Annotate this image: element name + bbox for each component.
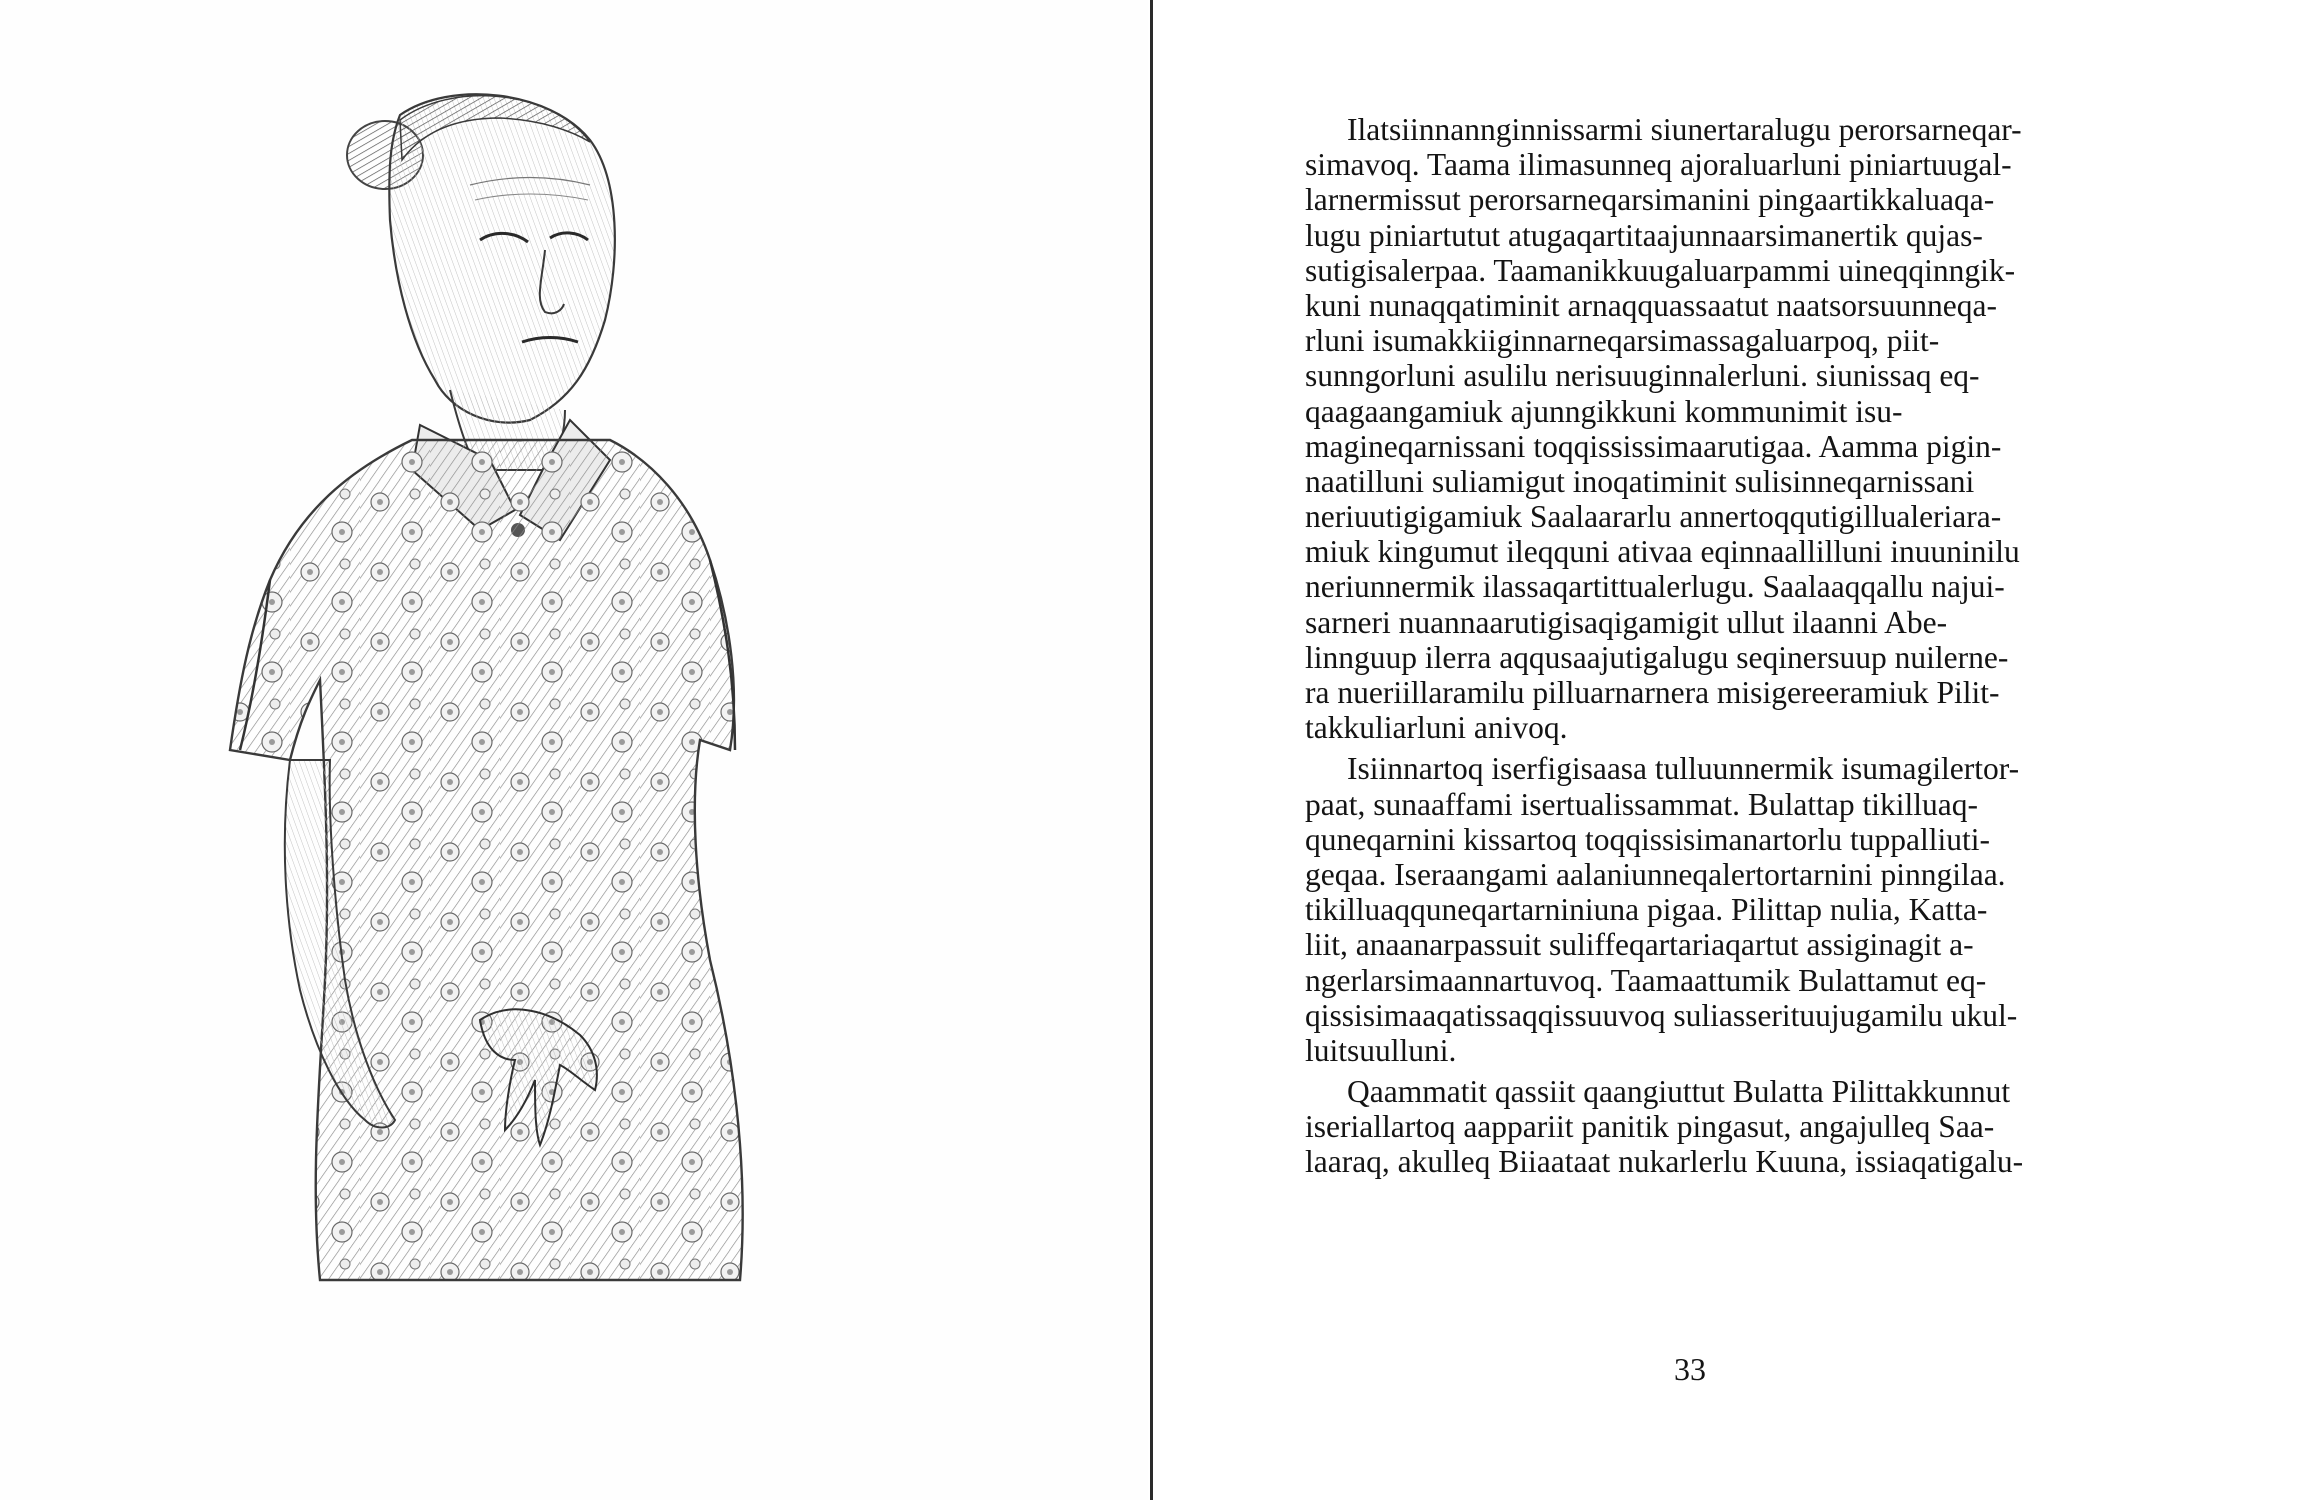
text-line: luitsuulluni. <box>1305 1032 1457 1068</box>
text-line: qissisimaaqatissaqqissuuvoq suliasserituujugamilu ukul- <box>1305 997 2018 1033</box>
text-line: paat, sunaaffami isertualissammat. Bulattap tikilluaq- <box>1305 786 1978 822</box>
text-line: lugu piniartutut atugaqartitaajunnaarsimanertik qujas- <box>1305 217 1983 253</box>
text-line: tikilluaqquneqartarniniuna pigaa. Pilittap nulia, Katta- <box>1305 892 1988 928</box>
text-line: ra nueriillaramilu pilluarnarnera misigereeramiuk Pilit- <box>1305 675 2000 710</box>
text-line: Isiinnartoq iserfigisaasa tulluunnermik isumagilertor- <box>1347 751 2020 787</box>
text-line: sarneri nuannaarutigisaqigamigit ullut ilaanni Abe- <box>1305 604 1948 640</box>
text-line: laaraq, akulleq Biiaataat nukarlerlu Kuuna, issiaqatigalu- <box>1305 1144 2024 1180</box>
pencil-sketch-woman <box>150 60 850 1320</box>
text-line: miuk kingumut ileqquni ativaa eqinnaallilluni inuuninilu <box>1305 534 2020 570</box>
text-line: iseriallartoq aappariit panitik pingasut, angajulleq Saa- <box>1305 1109 1995 1145</box>
paragraph-1 <box>1305 112 2085 745</box>
paragraph-2 <box>1305 751 2085 1068</box>
text-line: linnguup ilerra aqqusaajutigalugu seqinersuup nuilerne- <box>1305 639 2009 675</box>
text-line: takkuliarluni anivoq. <box>1305 710 1568 746</box>
text-line: geqaa. Iseraangami aalaniunneqalertortarnini pinngilaa. <box>1305 856 2006 892</box>
body-text <box>1305 112 2085 1186</box>
text-line: liit, anaanarpassuit suliffeqartariaqartut assiginagit a- <box>1305 927 1974 963</box>
text-line: sutigisalerpaa. Taamanikkuugaluarpammi uineqqinngik- <box>1305 252 2016 288</box>
text-line: rluni isumakkiiginnarneqarsimassagaluarpoq, piit- <box>1305 323 1940 359</box>
left-page <box>0 0 1148 1500</box>
text-line: sunngorluni asulilu nerisuuginnalerluni. siunissaq eq- <box>1305 358 1980 394</box>
text-line: naatilluni suliamigut inoqatiminit sulisinneqarnissani <box>1305 463 1975 499</box>
text-line: kuni nunaqqatiminit arnaqquassaatut naatsorsuunneqa- <box>1305 287 1997 323</box>
text-line: neriunnermik ilassaqartittualerlugu. Saalaaqqallu najui- <box>1305 569 2005 605</box>
text-line: magineqarnissani toqqississimaarutigaa. Aamma pigin- <box>1305 428 2002 464</box>
text-line: simavoq. Taama ilimasunneq ajoraluarluni piniartuugal- <box>1305 147 2012 183</box>
text-line: neriuutigigamiuk Saalaararlu annertoqqutigillualeriara- <box>1305 499 2002 535</box>
page-number: 33 <box>1674 1351 1706 1387</box>
text-line: larnermissut perorsarneqarsimanini pingaartikkaluaqa- <box>1305 182 1995 218</box>
text-line: qaagaangamiuk ajunngikkuni kommunimit isu- <box>1305 393 1903 429</box>
text-line: Qaammatit qassiit qaangiuttut Bulatta Pilittakkunnut <box>1347 1074 2011 1110</box>
text-line: ngerlarsimaannartuvoq. Taamaattumik Bulattamut eq- <box>1305 962 1987 998</box>
paragraph-3 <box>1305 1074 2085 1180</box>
portrait-illustration <box>150 60 850 1320</box>
text-line: Ilatsiinnannginnissarmi siunertaralugu perorsarneqar- <box>1347 112 2022 147</box>
text-line: quneqarnini kissartoq toqqissisimanartorlu tuppalliuti- <box>1305 821 1991 857</box>
